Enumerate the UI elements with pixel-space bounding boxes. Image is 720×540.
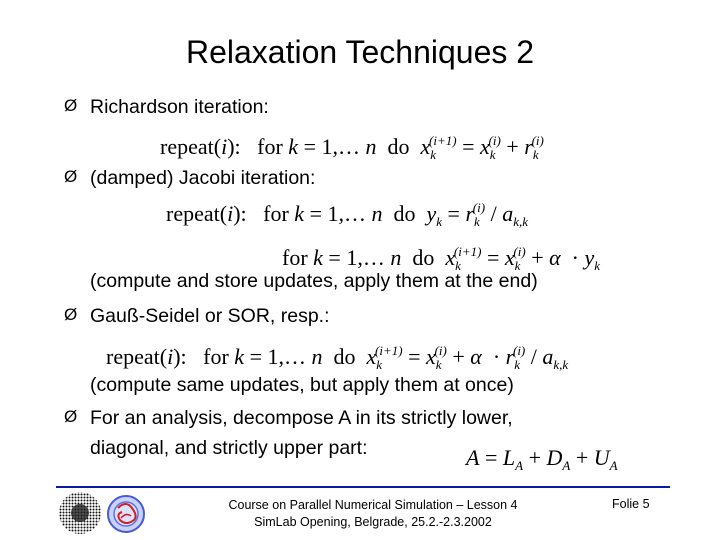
slide-title: Relaxation Techniques 2 bbox=[185, 34, 535, 70]
dotted-sphere-logo-icon bbox=[56, 490, 104, 536]
gauss-seidel-note: (compute same updates, but apply them at once) bbox=[90, 374, 514, 396]
simlab-logo-icon bbox=[106, 494, 146, 534]
formula-jacobi-1: repeat(i): for k = 1,… n do $y_k = r_k^{(i)} / a_{k,k}$ bbox=[166, 200, 528, 229]
footer-course-info: Course on Parallel Numerical Simulation – Lesson 4 SimLab Opening, Belgrade, 25.2.-2.3.2002 bbox=[228, 498, 518, 529]
bullet-text: (damped) Jacobi iteration: bbox=[90, 167, 316, 189]
bullet-arrow-icon: Ø bbox=[64, 407, 78, 426]
analysis-line-2: diagonal, and strictly upper part: bbox=[90, 437, 368, 459]
bullet-arrow-icon: Ø bbox=[64, 96, 78, 115]
bullet-text: Gauß-Seidel or SOR, resp.: bbox=[90, 305, 330, 327]
formula-jacobi-2: for k = 1,… n do $x_k^{(i+1)} = x_k^{(i)} + \alpha \cdot y_k$ bbox=[282, 244, 601, 273]
bullet-text: Richardson iteration: bbox=[90, 96, 269, 118]
footer-divider bbox=[56, 486, 670, 488]
bullet-arrow-icon: Ø bbox=[64, 305, 78, 324]
formula-decomposition: $A = L_A + D_A + U_A$ bbox=[466, 445, 618, 473]
bullet-text: For an analysis, decompose A in its strictly lower, bbox=[90, 407, 513, 429]
slide-number: Folie 5 bbox=[612, 497, 650, 511]
formula-richardson: repeat(i): for k = 1,… n do $x_k^{(i+1)} = x_k^{(i)} + r_k^{(i)}$ bbox=[160, 133, 544, 162]
formula-gauss-seidel: repeat(i): for k = 1,… n do $x_k^{(i+1)} = x_k^{(i)} + \alpha \cdot r_k^{(i)} / a_{k,k}$ bbox=[106, 343, 569, 372]
bullet-arrow-icon: Ø bbox=[64, 167, 78, 186]
jacobi-note: (compute and store updates, apply them at the end) bbox=[90, 270, 538, 292]
